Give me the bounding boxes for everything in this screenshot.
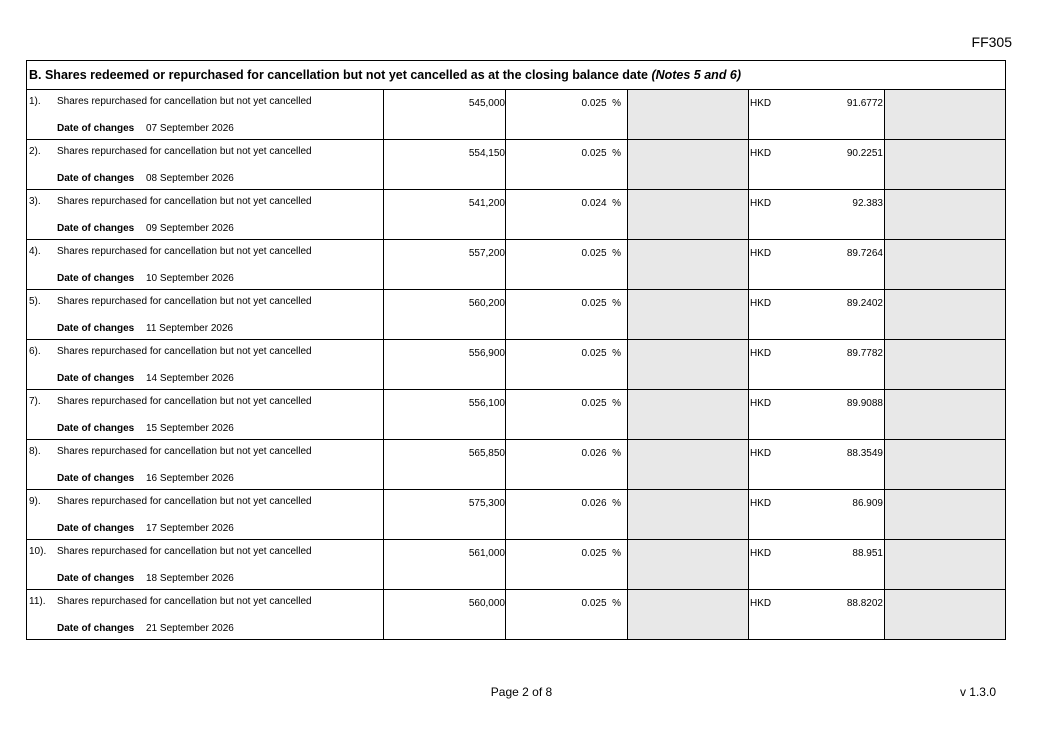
percent-cell: [506, 390, 628, 439]
section-notes: (Notes 5 and 6): [651, 68, 742, 82]
row-description: Shares repurchased for cancellation but not yet cancelled: [57, 96, 312, 107]
description-cell: [27, 340, 384, 389]
price-cell: [749, 90, 885, 139]
row-description: Shares repurchased for cancellation but not yet cancelled: [57, 546, 312, 557]
shaded-cell: [628, 240, 749, 289]
date-of-changes-value: 08 September 2026: [146, 173, 234, 184]
date-of-changes-value: 14 September 2026: [146, 373, 234, 384]
date-of-changes-value: 15 September 2026: [146, 423, 234, 434]
shares-cell: [384, 140, 506, 189]
shares-cell: [384, 390, 506, 439]
shares-value: 561,000: [468, 548, 505, 559]
row-description: Shares repurchased for cancellation but not yet cancelled: [57, 396, 312, 407]
percent-value: [582, 598, 622, 609]
price-cell: [749, 290, 885, 339]
date-of-changes-label: Date of changes: [57, 223, 135, 234]
date-of-changes-value: 11 September 2026: [146, 323, 234, 334]
shaded-cell: [628, 90, 749, 139]
price-cell: [749, 190, 885, 239]
price-value: 88.951: [852, 548, 883, 559]
shares-value: 554,150: [468, 148, 505, 159]
currency-code: HKD: [750, 448, 772, 459]
shares-value: 556,100: [468, 398, 505, 409]
percent-cell: [506, 540, 628, 589]
date-of-changes-label: Date of changes: [57, 373, 135, 384]
row-index: 1).: [29, 96, 41, 107]
percent-sign: %: [612, 598, 621, 609]
shaded-cell: [628, 540, 749, 589]
currency-code: HKD: [750, 348, 772, 359]
shaded-cell: [885, 140, 1005, 189]
shaded-cell: [885, 190, 1005, 239]
table-row: [27, 490, 1005, 540]
percent-sign: %: [612, 298, 621, 309]
row-index: 11).: [29, 596, 46, 607]
shares-cell: [384, 290, 506, 339]
percent-sign: %: [612, 498, 621, 509]
section-title: [27, 61, 1005, 90]
row-description: Shares repurchased for cancellation but not yet cancelled: [57, 496, 312, 507]
row-description: Shares repurchased for cancellation but not yet cancelled: [57, 596, 312, 607]
percent-value: [582, 498, 622, 509]
percent-cell: [506, 240, 628, 289]
date-of-changes-label: Date of changes: [57, 573, 135, 584]
shaded-cell: [628, 190, 749, 239]
description-cell: [27, 390, 384, 439]
price-cell: [749, 340, 885, 389]
price-value: 89.2402: [846, 298, 883, 309]
form-code: FF305: [971, 34, 1012, 50]
shares-cell: [384, 590, 506, 639]
percent-number: 0.026: [581, 448, 607, 459]
percent-sign: %: [612, 98, 621, 109]
price-value: 86.909: [852, 498, 883, 509]
price-cell: [749, 440, 885, 489]
date-of-changes-label: Date of changes: [57, 123, 135, 134]
shares-value: 556,900: [468, 348, 505, 359]
percent-sign: %: [612, 448, 621, 459]
shares-cell: [384, 440, 506, 489]
shaded-cell: [885, 340, 1005, 389]
shares-value: 560,000: [468, 598, 505, 609]
shares-value: 541,200: [468, 198, 505, 209]
percent-number: 0.025: [581, 298, 607, 309]
shaded-cell: [885, 290, 1005, 339]
price-cell: [749, 140, 885, 189]
percent-value: [582, 398, 622, 409]
percent-cell: [506, 90, 628, 139]
date-of-changes-label: Date of changes: [57, 473, 135, 484]
price-value: 88.8202: [846, 598, 883, 609]
row-index: 5).: [29, 296, 41, 307]
shaded-cell: [628, 490, 749, 539]
row-index: 8).: [29, 446, 41, 457]
shaded-cell: [885, 540, 1005, 589]
percent-value: [582, 148, 622, 159]
section-title-text: B. Shares redeemed or repurchased for cancellation but not yet cancelled as at the closing balance date: [29, 68, 648, 82]
table-row: [27, 440, 1005, 490]
percent-cell: [506, 440, 628, 489]
description-cell: [27, 240, 384, 289]
percent-value: [582, 448, 622, 459]
percent-value: [582, 248, 622, 259]
percent-number: 0.025: [581, 598, 607, 609]
price-cell: [749, 540, 885, 589]
price-cell: [749, 590, 885, 639]
currency-code: HKD: [750, 298, 772, 309]
percent-sign: %: [612, 248, 621, 259]
price-cell: [749, 490, 885, 539]
percent-number: 0.025: [581, 548, 607, 559]
table-row: [27, 540, 1005, 590]
version-label: v 1.3.0: [959, 685, 996, 699]
percent-value: [582, 548, 622, 559]
price-value: 89.7782: [846, 348, 883, 359]
percent-number: 0.024: [581, 198, 607, 209]
date-of-changes-value: 10 September 2026: [146, 273, 234, 284]
row-description: Shares repurchased for cancellation but not yet cancelled: [57, 196, 312, 207]
shares-value: 557,200: [468, 248, 505, 259]
currency-code: HKD: [750, 548, 772, 559]
currency-code: HKD: [750, 398, 772, 409]
shaded-cell: [885, 590, 1005, 639]
shares-value: 565,850: [468, 448, 505, 459]
percent-cell: [506, 190, 628, 239]
date-of-changes-value: 17 September 2026: [146, 523, 234, 534]
date-of-changes-value: 21 September 2026: [146, 623, 234, 634]
percent-value: [582, 198, 622, 209]
percent-cell: [506, 140, 628, 189]
date-of-changes-label: Date of changes: [57, 273, 135, 284]
price-value: 89.7264: [846, 248, 883, 259]
percent-cell: [506, 590, 628, 639]
price-value: 90.2251: [846, 148, 883, 159]
percent-number: 0.025: [581, 98, 607, 109]
row-index: 10).: [29, 546, 47, 557]
percent-number: 0.025: [581, 148, 607, 159]
percent-sign: %: [612, 348, 621, 359]
entries-list: [27, 90, 1005, 639]
percent-cell: [506, 290, 628, 339]
shares-value: 545,000: [468, 98, 505, 109]
shaded-cell: [628, 340, 749, 389]
percent-number: 0.026: [581, 498, 607, 509]
shares-section: [26, 60, 1006, 640]
row-index: 4).: [29, 246, 41, 257]
percent-sign: %: [612, 198, 621, 209]
currency-code: HKD: [750, 98, 772, 109]
row-description: Shares repurchased for cancellation but not yet cancelled: [57, 346, 312, 357]
percent-number: 0.025: [581, 348, 607, 359]
row-description: Shares repurchased for cancellation but not yet cancelled: [57, 446, 312, 457]
currency-code: HKD: [750, 248, 772, 259]
price-value: 88.3549: [846, 448, 883, 459]
percent-value: [582, 348, 622, 359]
description-cell: [27, 540, 384, 589]
price-value: 91.6772: [846, 98, 883, 109]
description-cell: [27, 490, 384, 539]
shares-cell: [384, 340, 506, 389]
row-index: 3).: [29, 196, 41, 207]
shaded-cell: [628, 290, 749, 339]
percent-sign: %: [612, 548, 621, 559]
date-of-changes-label: Date of changes: [57, 323, 135, 334]
shaded-cell: [628, 440, 749, 489]
table-row: [27, 590, 1005, 639]
row-index: 6).: [29, 346, 41, 357]
price-cell: [749, 390, 885, 439]
shaded-cell: [885, 90, 1005, 139]
row-index: 2).: [29, 146, 41, 157]
row-description: Shares repurchased for cancellation but not yet cancelled: [57, 246, 312, 257]
date-of-changes-label: Date of changes: [57, 173, 135, 184]
price-value: 92.383: [852, 198, 883, 209]
table-row: [27, 190, 1005, 240]
date-of-changes-value: 09 September 2026: [146, 223, 234, 234]
shaded-cell: [885, 390, 1005, 439]
table-row: [27, 290, 1005, 340]
shares-cell: [384, 240, 506, 289]
percent-cell: [506, 340, 628, 389]
percent-value: [582, 98, 622, 109]
date-of-changes-label: Date of changes: [57, 523, 135, 534]
shaded-cell: [628, 590, 749, 639]
currency-code: HKD: [750, 148, 772, 159]
description-cell: [27, 590, 384, 639]
table-row: [27, 340, 1005, 390]
currency-code: HKD: [750, 598, 772, 609]
percent-number: 0.025: [581, 248, 607, 259]
shaded-cell: [628, 390, 749, 439]
table-row: [27, 140, 1005, 190]
date-of-changes-value: 18 September 2026: [146, 573, 234, 584]
table-row: [27, 90, 1005, 140]
shares-cell: [384, 90, 506, 139]
row-index: 9).: [29, 496, 41, 507]
row-description: Shares repurchased for cancellation but not yet cancelled: [57, 146, 312, 157]
table-row: [27, 390, 1005, 440]
date-of-changes-value: 07 September 2026: [146, 123, 234, 134]
price-cell: [749, 240, 885, 289]
percent-cell: [506, 490, 628, 539]
percent-number: 0.025: [581, 398, 607, 409]
shaded-cell: [885, 240, 1005, 289]
description-cell: [27, 140, 384, 189]
shares-value: 575,300: [468, 498, 505, 509]
percent-value: [582, 298, 622, 309]
date-of-changes-label: Date of changes: [57, 423, 135, 434]
currency-code: HKD: [750, 498, 772, 509]
shaded-cell: [628, 140, 749, 189]
currency-code: HKD: [750, 198, 772, 209]
description-cell: [27, 440, 384, 489]
date-of-changes-value: 16 September 2026: [146, 473, 234, 484]
shares-cell: [384, 490, 506, 539]
price-value: 89.9088: [846, 398, 883, 409]
table-row: [27, 240, 1005, 290]
description-cell: [27, 290, 384, 339]
shares-value: 560,200: [468, 298, 505, 309]
date-of-changes-label: Date of changes: [57, 623, 135, 634]
shares-cell: [384, 190, 506, 239]
description-cell: [27, 190, 384, 239]
shaded-cell: [885, 490, 1005, 539]
page-number: Page 2 of 8: [490, 685, 553, 699]
shares-cell: [384, 540, 506, 589]
shaded-cell: [885, 440, 1005, 489]
row-description: Shares repurchased for cancellation but not yet cancelled: [57, 296, 312, 307]
percent-sign: %: [612, 148, 621, 159]
row-index: 7).: [29, 396, 41, 407]
percent-sign: %: [612, 398, 621, 409]
description-cell: [27, 90, 384, 139]
